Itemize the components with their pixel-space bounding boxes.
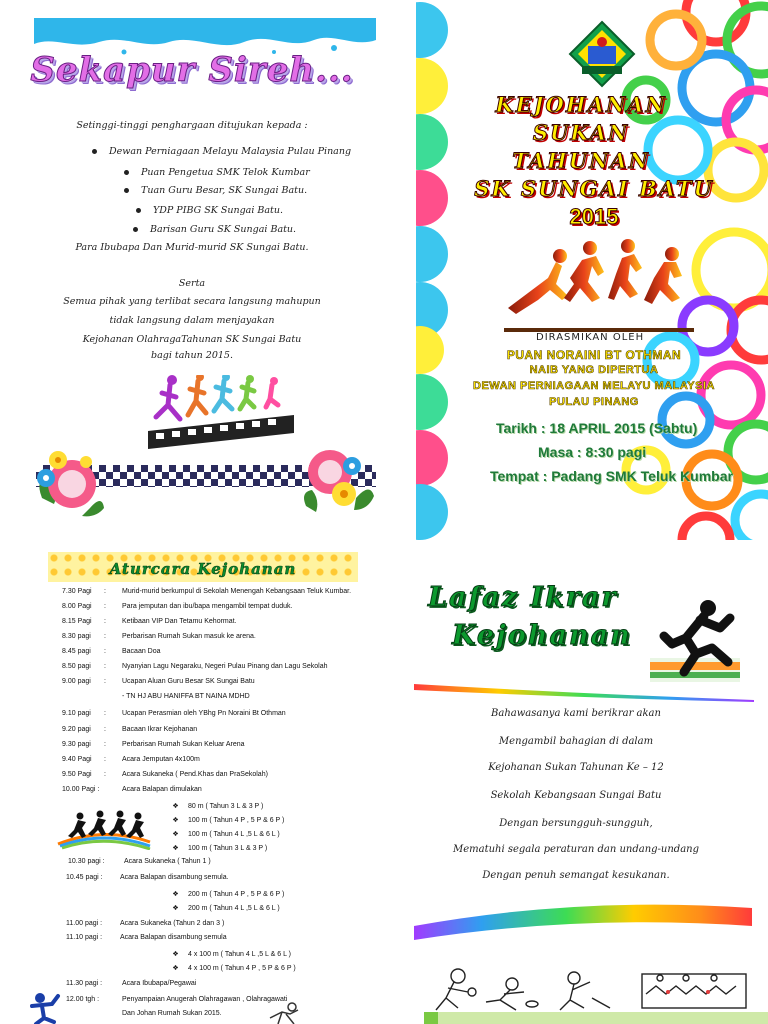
runners-silhouette [56,808,152,850]
ikrar-pledge-line: Bahawasanya kami berikrar akan [491,708,661,719]
aturcara-title: Aturcara Kejohanan [109,560,297,578]
ikrar-pledge-line: Kejohanan Sukan Tahunan Ke – 12 [488,762,664,773]
recipient-item: YDP PIBG SK Sungai Batu. [136,205,384,216]
flower-left-decoration [32,438,108,520]
cover-title-line: KEJOHANAN [495,92,667,117]
ikrar-title-line: Kejohanan [452,620,632,651]
ikrar-pledge-line: Dengan bersungguh-sungguh, [499,818,653,829]
cover-title-line: SUKAN [532,120,630,145]
ikrar-pledge-line: Sekolah Kebangsaan Sungai Batu [490,790,662,801]
event-subitem: ❖ 4 x 100 m ( Tahun 4 L ,5 L & 6 L ) [172,951,291,958]
runner-outline-icon [264,1002,304,1024]
runners-checker-illustration [148,375,294,451]
officiant-line: PULAU PINANG [549,396,639,408]
dirasmikan-label: DIRASMIKAN OLEH [536,332,645,343]
event-subitem: ❖ 80 m ( Tahun 3 L & 3 P ) [172,803,264,810]
sekapur-title: Sekapur Sireh... [30,50,354,90]
ikrar-title-line: Lafaz Ikrar [428,582,618,613]
athlete-figure-icon [28,992,62,1024]
rainbow-swoosh-top [414,680,754,702]
officiant-line: DEWAN PERNIAGAAN MELAYU MALAYSIA [473,380,715,392]
recipient-item: Dewan Perniagaan Melayu Malaysia Pulau Pinang [92,146,384,157]
officiant-line: NAIB YANG DIPERTUA [529,364,659,376]
event-time: Masa : 8:30 pagi [538,444,647,460]
sprinter-icon [650,598,740,682]
sekapur-sireh-panel [0,0,384,540]
event-venue: Tempat : Padang SMK Teluk Kumbar [490,468,733,484]
event-subitem: ❖ 100 m ( Tahun 4 P , 5 P & 6 P ) [172,817,285,824]
sekapur-closing-line: tidak langsung dalam menjayakan [109,315,275,326]
rainbow-swoosh-bottom [410,896,756,942]
event-subitem: ❖ 100 m ( Tahun 3 L & 3 P ) [172,845,268,852]
sekapur-closing-line: bagi tahun 2015. [151,350,233,361]
ikrar-pledge-line: Dengan penuh semangat kesukanan. [482,870,670,881]
cover-title-line: TAHUNAN [512,148,650,173]
event-date: Tarikh : 18 APRIL 2015 (Sabtu) [496,420,698,436]
cover-title-line: SK SUNGAI BATU [474,176,714,201]
sekapur-parents: Para Ibubapa Dan Murid-murid SK Sungai Batu. [75,242,309,253]
sekapur-intro: Setinggi-tinggi penghargaan ditujukan kepada : [76,120,308,131]
ikrar-panel [384,540,768,1024]
aturcara-panel: Aturcara Kejohanan 7.30 Pagi : Murid-murid berkumpul di Sekolah Menengah Kebangsaan Teluk Kumbar. 8.00 Pagi : Para jemputan dan ibu/bapa mengambil tempat duduk. 8.15 Pagi : Ketibaan VIP Dan Tetamu Kehormat. 8.30 pagi : Perbarisan Rumah Sukan masuk ke arena. 8.45 pagi : Bacaan Doa 8.50 pagi : Nyanyian Lagu Negaraku, Negeri Pulau Pinang dan Lagu Sekolah 9.00 pagi : Ucapan Aluan Guru Besar SK Sungai Batu - TN HJ ABU HANIFFA BT NAINA MDHD 9.10 pagi : Ucapan Perasmian oleh YBhg Pn Noraini Bt Othman 9.20 pagi : Bacaan Ikrar Kejohanan 9.30 pagi : Perbarisan Rumah Sukan Keluar Arena 9.40 Pagi : Acara Jemputan 4x100m 9.50 Pagi : Acara Sukaneka ( Pend.Khas dan PraSekolah) 10.00 Pagi : Acara Balapan dimulakan ❖ 80 m ( Tahun 3 L & 3 P ) ❖ 100 m ( Tahun 4 P , 5 P & 6 P ) ❖ 100 m ( Tahun 4 L ,5 L & 6 L ) ❖ 100 m ( Tahun 3 L & 3 P ) 10.30 pagi : Acara Sukaneka ( Tahun 1 ) 10.45 pagi : Acara Balapan disambung semula. ❖ 200 m ( Tahun 4 P , 5 P & 6 P ) ❖ 200 m ( Tahun 4 L ,5 L & 6 L ) 11.00 pagi : Acara Sukaneka (Tahun 2 dan 3 ) 11.10 pagi : Acara Balapan disambung semula ❖ 4 x 100 m ( Tahun 4 L ,5 L & 6 L ) ❖ 4 x 100 m ( Tahun 4 P , 5 P & 6 P ) 11.30 pagi : Acara Ibubapa/Pegawai 12.00 tgh : Penyampaian Anugerah Olahragawan , Olahragawati Dan Johan Rumah Sukan 2015. [0,540,384,1024]
ikrar-pledge-line: Mematuhi segala peraturan dan undang-undang [452,844,700,855]
flower-right-decoration [296,438,376,520]
event-subitem: ❖ 200 m ( Tahun 4 L ,5 L & 6 L ) [172,905,280,912]
recipient-item: Puan Pengetua SMK Telok Kumbar [124,167,384,178]
officiant-line: PUAN NORAINI BT OTHMAN [506,348,682,362]
sekapur-closing-line: Kejohanan OlahragaTahunan SK Sungai Batu [82,334,302,345]
recipient-item: Barisan Guru SK Sungai Batu. [133,224,384,235]
school-crest-logo [568,20,636,88]
sekapur-serta: Serta [178,278,206,289]
cover-year: 2015 [569,204,619,229]
event-subitem: ❖ 4 x 100 m ( Tahun 4 P , 5 P & 6 P ) [172,965,296,972]
event-subitem: ❖ 100 m ( Tahun 4 L ,5 L & 6 L ) [172,831,280,838]
event-subitem: ❖ 200 m ( Tahun 4 P , 5 P & 6 P ) [172,891,285,898]
stick-figures-illustration [424,964,768,1024]
sekapur-closing-line: Semua pihak yang terlibat secara langsung mahupun [63,296,321,307]
recipient-item: Tuan Guru Besar, SK Sungai Batu. [124,185,384,196]
athletes-illustration [504,238,694,334]
cover-panel [416,0,768,540]
ikrar-pledge-line: Mengambil bahagian di dalam [498,736,654,747]
